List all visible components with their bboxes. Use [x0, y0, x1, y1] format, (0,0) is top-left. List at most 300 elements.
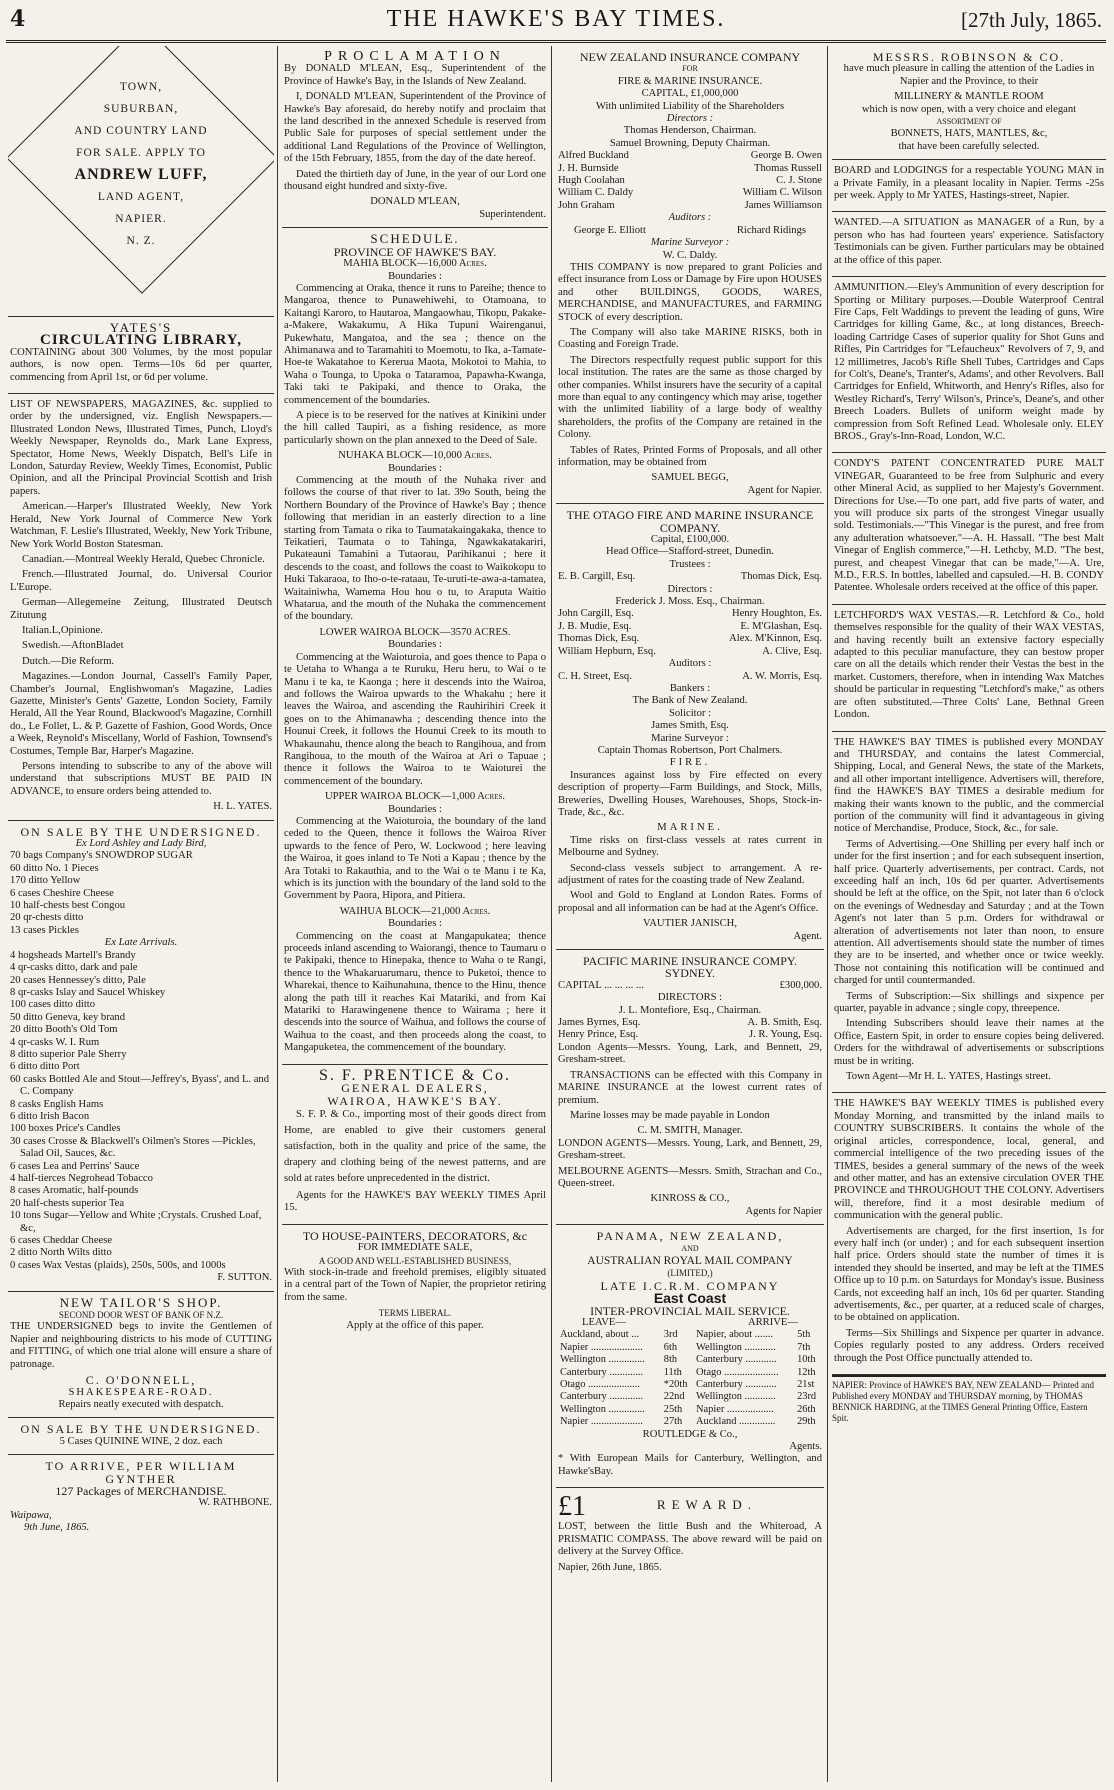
onsale-item: 8 qr-casks Islay and Saucel Whiskey: [10, 986, 166, 998]
timetable-cell: Canterbury .............: [560, 1391, 644, 1403]
newspapers-advert: [8, 394, 274, 821]
director-row: [558, 633, 822, 645]
housepainters-advert: [282, 1225, 548, 1338]
pacific-directors: [558, 1017, 822, 1042]
masthead: [6, 4, 1106, 43]
nzins-auditor: George E. Elliott: [574, 224, 646, 236]
nzins-auditors-heading: Auditors :: [668, 212, 712, 224]
timetable-cell: 11th: [663, 1366, 682, 1378]
director-name: Henry Houghton, Es.: [731, 608, 822, 620]
weekly-body: THE HAWKE'S BAY WEEKLY TIMES is published every Monday Morning, and transmitted by the inland mails to COUNTRY SUBSCRIBERS. It contains the whole of the original articles, correspondence, local, general, and commercial intelligence of the two preceding issues of the TIMES, besides a general summary of the news of the week and other matter, and has an extensive circulation OVER THE PROVINCE and THROUGHOUT THE COLONY. Advertisers will, therefore, find it a most desirable medium of communication with the general public.: [834, 1098, 1104, 1222]
block-boundaries-heading: Boundaries :: [388, 270, 442, 282]
nzins-title: NEW ZEALAND INSURANCE COMPANY: [579, 50, 801, 64]
director-name: Thomas Russell: [754, 162, 822, 174]
otago-marine-heading: MARINE.: [657, 822, 723, 834]
prentice-agents: Agents for the HAWKE'S BAY WEEKLY TIMES April 15.: [284, 1189, 546, 1214]
pacific-manager: C. M. SMITH, Manager.: [637, 1125, 743, 1137]
block-boundaries-heading: Boundaries :: [388, 639, 442, 651]
panama-advert: [556, 1225, 824, 1488]
onsale-item: 6 ditto Irish Bacon: [10, 1110, 90, 1122]
hbt-body: THE HAWKE'S BAY TIMES is published every MONDAY and THURSDAY, and contains the latest Commercial, Shipping, Local, and General News, the state of the Markets, and all other important intelligence. Advertisers will, therefore, find the HAWKE'S BAY TIMES a desirable medium for making their wants known to the public, and the commercial portion of the community will find it advantageous in giving notice of Merchandise, Produce, Stock, &c., for sale.: [834, 736, 1104, 835]
reward-date: Napier, 26th June, 1865.: [558, 1561, 662, 1573]
timetable-row: [558, 1329, 822, 1341]
newspaper-title: THE HAWKE'S BAY TIMES.: [386, 6, 726, 32]
luff-place: NAPIER.: [115, 213, 167, 225]
timetable-cell: Napier ....................: [560, 1416, 643, 1428]
newspapers-persons: Persons intending to subscribe to any of the above will understand that subscriptions MUST BE PAID IN ADVANCE, to ensure orders being attended to.: [10, 761, 272, 797]
block-boundaries-heading: Boundaries :: [388, 462, 442, 474]
column-2: [282, 46, 548, 1782]
director-name: Alfred Buckland: [558, 150, 629, 162]
pacific-melbourne-agents: MELBOURNE AGENTS—Messrs. Smith, Strachan and Co., Queen-street.: [558, 1165, 822, 1189]
newspapers-german: German—Allegemeine Zeitung, Illustrated Deutsch Zitutung: [10, 597, 272, 621]
robinson-title: MESSRS. ROBINSON & CO.: [872, 50, 1066, 64]
housepainters-terms: TERMS LIBERAL.: [378, 1308, 452, 1319]
director-row: [558, 187, 822, 199]
robinson-body2: which is now open, with a very choice and elegant: [861, 103, 1077, 115]
timetable-cell: Canterbury ............: [696, 1379, 777, 1391]
pacific-london: London Agents—Messrs. Young, Lark, and Bennett, 29, Gresham-street.: [558, 1041, 822, 1066]
issue-date: [27th July, 1865.: [961, 8, 1102, 32]
director-name: Thomas Dick, Esq.: [558, 633, 640, 645]
timetable-cell: Auckland, about ...: [560, 1329, 640, 1341]
timetable-cell: Napier ....................: [560, 1341, 643, 1353]
nzins-surveyor: W. C. Daldy.: [662, 249, 718, 261]
timetable-cell: Otago ....................: [560, 1379, 640, 1391]
pacific-signature: KINROSS & CO.,: [650, 1193, 730, 1205]
reward-advert: [556, 1488, 824, 1580]
director-name: Henry Prince, Esq.: [558, 1029, 639, 1041]
timetable-cell: Wellington ............: [696, 1341, 776, 1353]
newspapers-canadian: Canadian.—Montreal Weekly Herald, Quebec Chronicle.: [22, 553, 265, 565]
director-name: James Byrnes, Esq.: [558, 1017, 641, 1029]
robinson-advert: [832, 46, 1106, 160]
yates-body: CONTAINING about 300 Volumes, by the most popular authors, is now open. Terms—10s 6d per quarter, commencing from April 1st, or 6d per volume.: [10, 346, 272, 383]
hbt-notice: [832, 732, 1106, 1094]
onsale-item: 50 ditto Geneva, key brand: [10, 1011, 126, 1023]
timetable-cell: 5th: [797, 1329, 811, 1341]
onsale-item: 70 bags Company's SNOWDROP SUGAR: [10, 850, 193, 862]
director-row: [558, 608, 822, 620]
director-name: Hugh Coolahan: [558, 175, 625, 187]
timetable-cell: 25th: [663, 1403, 683, 1415]
onsale-items-2: [10, 950, 272, 1273]
timetable-cell: 12th: [797, 1366, 816, 1378]
column-1: [8, 46, 274, 1782]
newspapers-body: LIST OF NEWSPAPERS, MAGAZINES, &c. supplied to order by the undersigned, viz. English Newspapers.—Illustrated London News, Illustrated Times, Punch, Lloyd's Weekly Newspaper, Reynolds do., Mark Lane Express, Spectator, Home News, Weekly Dispatch, Bell's Life in London, Saturday Review, Weekly Times, Economist, Public Opinion, and all the Principal Provincial Scottish and Irish papers.: [10, 399, 272, 497]
onsale-item: 2 ditto North Wilts ditto: [10, 1247, 112, 1259]
onsale-item: 4 half-tierces Negrohead Tobacco: [10, 1173, 153, 1184]
otago-solicitor: James Smith, Esq.: [651, 720, 729, 732]
proclamation-signature: DONALD M'LEAN,: [370, 196, 460, 208]
proclamation-dated: Dated the thirtieth day of June, in the year of our Lord one thousand eight hundred and sixty-five.: [284, 168, 546, 193]
luff-line: AND COUNTRY LAND: [74, 125, 208, 137]
newspapers-american: American.—Harper's Illustrated Weekly, New York Herald, New York Journal of Commerce New York Watchman, F. Leslie's Illustrated, Weekly, New York Tribune, New York World Boston Statesman.: [10, 501, 272, 550]
director-name: Alex. M'Kinnon, Esq.: [729, 633, 822, 645]
onsale-item: 6 cases Cheshire Cheese: [10, 887, 114, 899]
nzins-deputy: Samuel Browning, Deputy Chairman.: [609, 137, 771, 149]
director-name: C. J. Stone: [776, 175, 822, 187]
otago-trustees-heading: Trustees :: [669, 558, 711, 570]
housepainters-sub2: A GOOD AND WELL-ESTABLISHED BUSINESS,: [318, 1255, 512, 1266]
newspapers-italian: Italian.L,Opinione.: [22, 624, 103, 636]
timetable-cell: 6th: [663, 1341, 678, 1353]
panama-leave-heading: LEAVE—: [582, 1317, 626, 1328]
nzins-chairman: Thomas Henderson, Chairman.: [623, 125, 757, 137]
onsale-item: 20 half-chests superior Tea: [10, 1197, 125, 1209]
nzins-signature: SAMUEL BEGG,: [651, 472, 729, 484]
timetable-row: [558, 1367, 822, 1379]
timetable-cell: Auckland ..............: [696, 1416, 776, 1428]
otago-auditor: A. W. Morris, Esq.: [742, 670, 822, 682]
housepainters-body: With stock-in-trade and freehold premises, eligibly situated in a central part of the Town of Napier, the proprietor retiring from the same.: [284, 1266, 546, 1303]
otago-marine3: Wool and Gold to England at London Rates. Forms of proposal and all information can be had at the Agent's Office.: [558, 890, 822, 914]
housepainters-apply: Apply at the office of this paper.: [346, 1319, 484, 1331]
director-row: [558, 200, 822, 212]
schedule-title: SCHEDULE.: [370, 231, 460, 247]
timetable-row: [558, 1354, 822, 1366]
director-row: [558, 1029, 822, 1041]
prentice-sub2: WAIROA, HAWKE'S BAY.: [327, 1093, 503, 1108]
pacific-chairman: J. L. Montefiore, Esq., Chairman.: [618, 1004, 762, 1016]
weekly-terms: Terms—Six Shillings and Sixpence per quarter in advance. Copies regularly posted to any address. Orders received through the Post Office punctually attended to.: [834, 1327, 1104, 1364]
director-row: [558, 1017, 822, 1029]
nzins-p2: The Company will also take MARINE RISKS, both in Coasting and Foreign Trade.: [558, 326, 822, 351]
director-name: J. R. Young, Esq.: [748, 1029, 822, 1041]
quinine-body: 5 Cases QUININE WINE, 2 doz. each: [59, 1435, 223, 1447]
luff-country: N. Z.: [126, 235, 156, 247]
director-name: William C. Daldy: [558, 187, 634, 199]
block-boundaries-heading: Boundaries :: [388, 803, 442, 815]
prentice-body: S. F. P. & Co., importing most of their goods direct from Home, are enabled to give their customers general satisfaction, both in the quality and price of the same, the drapery and clothing being of the newest patterns, and are sold at rates before unprecedented in the district.: [284, 1108, 546, 1184]
panama-and: AND: [681, 1243, 699, 1253]
onsale-item: 8 cases Aromatic, half-pounds: [10, 1185, 139, 1197]
onsale-item: 4 qr-casks W. I. Rum: [10, 1036, 100, 1048]
otago-directors: [558, 608, 822, 658]
panama-arrive-heading: ARRIVE—: [747, 1317, 798, 1328]
otago-chairman: Frederick J. Moss. Esq., Chairman.: [615, 596, 765, 608]
onsale-item: 0 cases Wax Vestas (plaids), 250s, 500s, and 1000s: [10, 1259, 226, 1271]
onsale-item: 20 qr-chests ditto: [10, 912, 84, 924]
timetable-cell: 21st: [797, 1379, 815, 1391]
hbt-intending: Intending Subscribers should leave their names at the Office, Eastern Spit, in order to ensure copies being delivered. Orders for the withdrawal of advertisements or subscriptions must be in writing.: [834, 1018, 1104, 1067]
panama-signature: ROUTLEDGE & Co.,: [642, 1428, 738, 1440]
luff-name: ANDREW LUFF,: [74, 166, 208, 183]
proclamation-role: Superintendent.: [479, 208, 546, 220]
timetable-cell: 27th: [663, 1416, 683, 1428]
director-name: A. B. Smith, Esq.: [747, 1017, 822, 1029]
onsale-item: 10 half-chests best Congou: [10, 900, 126, 912]
nzins-capital: CAPITAL, £1,000,000: [641, 88, 739, 100]
proclamation-advert: [282, 46, 548, 228]
director-name: John Cargill, Esq.: [558, 608, 634, 620]
quinine-advert: [8, 1418, 274, 1455]
otago-auditor: C. H. Street, Esq.: [558, 670, 632, 682]
director-name: James Williamson: [744, 199, 822, 211]
timetable-cell: 3rd: [663, 1329, 678, 1341]
director-name: E. M'Glashan, Esq.: [740, 620, 822, 632]
nzins-for: FOR: [682, 64, 698, 74]
column-rule: [277, 46, 278, 1782]
weekly-notice: [832, 1093, 1106, 1375]
otago-solicitor-heading: Solicitor :: [668, 707, 712, 719]
tailor-name: C. O'DONNELL,: [85, 1373, 197, 1388]
timetable-row: [558, 1391, 822, 1403]
letchford-body: LETCHFORD'S WAX VESTAS.—R. Letchford & Co., hold themselves responsible for the quality of their WAX VESTAS, and having recently built an extensive factory especially adapted to this peculiar manufacture, they can bestow proper care on all the details which render their Vestas the best in the market. Customers, therefore, when in intending Wax Matches should be particular in requesting "Letchford's make," as others are often substituted.—Three Colts' Lane, Bethnal Green London.: [834, 609, 1104, 721]
director-name: William C. Wilson: [742, 187, 822, 199]
onsale-advert: [8, 821, 274, 1292]
director-row: [558, 621, 822, 633]
tailor-repairs: Repairs neatly executed with despatch.: [58, 1398, 224, 1410]
robinson-assort: ASSORTMENT OF: [936, 117, 1002, 127]
letchford-advert: [832, 605, 1106, 732]
timetable-cell: 22nd: [663, 1391, 685, 1403]
onsale-item: 8 ditto superior Pale Sherry: [10, 1048, 127, 1060]
onsale-item: 4 qr-casks ditto, dark and pale: [10, 962, 138, 974]
newspapers-dutch: Dutch.—Die Reform.: [22, 655, 115, 667]
nzins-role: Agent for Napier.: [747, 484, 822, 496]
block-text: Commencing at Oraka, thence it runs to Pareihe; thence to Mangaroa, thence to Punawehiwehi, to Otamoana, to Kaitangi Karoro, to Hautaroa, Mangaowhau, Tikopu, Pakake-a-Makere, Wakakumu, A Hika Tupuni Wairenganui, Pukewhatu, Mangatoa, and the sea ; thence on the Ahimanawa and to Taramahiti to Moemotu, to Ika, a-Tamate-Hoe-te Wakatahoe to Kererua Maota, Mokotoi to Mahia, to Waha o Tounga, to Upoka o Tataramoa, Papawha-Kwanga, Taki taki te Pakipaki, and thence to Oraka, the commencement of the boundaries.: [284, 282, 546, 406]
robinson-tail: that have been carefully selected.: [898, 140, 1040, 152]
onsale-item: 20 ditto Booth's Old Tom: [10, 1024, 118, 1036]
robinson-items: BONNETS, HATS, MANTLES, &c,: [890, 128, 1048, 140]
onsale-items-1: [10, 850, 272, 937]
hbt-agent: Town Agent—Mr H. L. YATES, Hastings street.: [846, 1071, 1051, 1083]
onsale-item: 170 ditto Yellow: [10, 875, 81, 887]
timetable-cell: Napier ..................: [696, 1403, 774, 1415]
robinson-body: have much pleasure in calling the attention of the Ladies in Napier and the Province, to their: [843, 63, 1095, 87]
otago-surveyor-heading: Marine Surveyor :: [651, 732, 729, 744]
director-row: [558, 163, 822, 175]
timetable-cell: 8th: [663, 1354, 678, 1366]
timetable-cell: 7th: [797, 1341, 811, 1353]
housepainters-title: TO HOUSE-PAINTERS, DECORATORS, &c: [302, 1228, 528, 1243]
quinine-title: ON SALE BY THE UNDERSIGNED.: [20, 1422, 262, 1437]
timetable-row: [558, 1416, 822, 1428]
tailor-title: NEW TAILOR'S SHOP.: [59, 1294, 223, 1310]
timetable-cell: Canterbury ............: [696, 1354, 777, 1366]
nzins-sub: FIRE & MARINE INSURANCE.: [617, 75, 763, 87]
newspapers-swedish: Swedish.—AftonBladet: [22, 640, 124, 652]
otago-signature: VAUTIER JANISCH,: [643, 918, 737, 930]
schedule-blocks: [284, 258, 546, 1055]
gynther-date: 9th June, 1865.: [24, 1522, 90, 1534]
proclamation-title: PROCLAMATION: [324, 49, 506, 64]
newspapers-signature: H. L. YATES.: [213, 801, 272, 813]
block-name: NUHAKA BLOCK—10,000 Acres.: [338, 450, 492, 462]
reward-body: LOST, between the little Bush and the Whiteroad, A PRISMATIC COMPASS. The above reward will be paid on delivery at the Survey Office.: [558, 1521, 822, 1558]
otago-surveyor: Captain Thomas Robertson, Port Chalmers.: [597, 744, 783, 756]
nzins-auditor: Richard Ridings: [736, 224, 806, 236]
otago-fire: Insurances against loss by Fire effected on every description of property—Farm Buildings, and Stock, Mills, Breweries, Dwelling Houses, Warehouses, Shops, Stock-in-Trade, &c., &c.: [558, 769, 822, 818]
panama-east-coast: East Coast: [653, 1290, 727, 1307]
nzins-surveyor-heading: Marine Surveyor :: [650, 237, 730, 249]
director-row: [558, 646, 822, 658]
director-name: George B. Owen: [750, 150, 822, 162]
timetable-cell: 23rd: [797, 1391, 817, 1403]
pacific-losses: Marine losses may be made payable in London: [570, 1109, 770, 1121]
wanted-body: WANTED.—A SITUATION as MANAGER of a Run, by a person who has had fourteen years' experience. Satisfactory Testimonials can be given. Further particulars may be obtained at the office of this paper.: [834, 217, 1104, 266]
timetable-cell: 29th: [797, 1416, 816, 1428]
pacific-transactions: TRANSACTIONS can be effected with this Company in MARINE INSURANCE at the lowest current rates of premium.: [558, 1069, 822, 1106]
panama-late: LATE I.C.R.M. COMPANY: [600, 1278, 780, 1293]
board-advert: [832, 160, 1106, 212]
panama-title: PANAMA, NEW ZEALAND,: [596, 1229, 784, 1244]
onsale-item: 100 cases ditto ditto: [10, 999, 96, 1011]
wanted-advert: [832, 212, 1106, 277]
nzins-p3: The Directors respectfully request public support for this local institution. The rates are the same as those charged by other companies. Whilst insurers have the security of a capital more than equal to any contingency which may arise, together with the unlimited liability of a large body of wealthy shareholders, the profits of the Company are retained in the Colony.: [558, 354, 822, 441]
otago-directors-heading: Directors :: [667, 583, 713, 595]
onsale-item: 10 tons Sugar—Yellow and White ;Crystals. Crushed Loaf, &c,: [10, 1210, 262, 1234]
block-name: LOWER WAIROA BLOCK—3570 ACRES.: [319, 626, 511, 638]
weekly-ads: Advertisements are charged, for the first insertion, 1s for every half inch (or under) ; and for each subsequent insertion half price. Orders should state the number of times it is intended they should be inserted, and may be left at the TIMES Office up to 10 p.m. on Saturdays for Monday's issue. Business Cards, not exceeding half an inch, 10s 6d per quarter. Standing advertisements, &c., per quarter, at a reduced scale of charges, to be obtained on application.: [834, 1225, 1104, 1324]
prentice-title: S. F. PRENTICE & Co.: [318, 1066, 512, 1084]
onsale-item: 30 cases Crosse & Blackwell's Oilmen's Stores —Pickles, Salad Oil, Sauces, &c.: [10, 1135, 256, 1160]
onsale-item: 8 casks English Hams: [10, 1098, 104, 1110]
schedule: [282, 228, 548, 1064]
yates-subtitle: CIRCULATING LIBRARY,: [39, 332, 242, 349]
proclamation-intro: By DONALD M'LEAN, Esq., Superintendent of the Province of Hawke's Bay, in the Islands of New Zealand.: [284, 63, 546, 87]
block-text: Commencing at the Waioturoia, and goes thence to Papa o te Uetaha to Whanga a te Ruruku, Heru heru, to Wai o te Manu i te ka, te Kaonga ; here it descends into the Wairoa, and follows the Wairoa upwards to the Whakahu ; here it leaves the Wairoa, and ascending the Rauhirihiri Creek it goes on to the Ahimanawha ; descending thence into the Hounui Creek, it follows the Hounui Creek to its mouth to Whakaunahu, thence along the beach to Rangihoua, and from Rangihoua, to the mouth of the Wairoa at Ari o Tapuae ; thence it follows the Wairoa to te Waioturei the commencement of the boundary.: [284, 651, 546, 787]
schedule-province: PROVINCE OF HAWKE'S BAY.: [333, 244, 497, 259]
nzins-p1: THIS COMPANY is now prepared to grant Policies and effect insurance from Loss or Damage by Fire upon HOUSES and other BUILDINGS, GOODS, WARES, MERCHANDISE, and MANUFACTURES, and FARMING STOCK of every description.: [558, 261, 822, 323]
timetable-cell: Napier, about .......: [696, 1329, 773, 1341]
panama-role: Agents.: [789, 1441, 822, 1453]
prentice-advert: [282, 1065, 548, 1225]
block-boundaries-heading: Boundaries :: [388, 918, 442, 930]
timetable-cell: 10th: [797, 1354, 816, 1366]
luff-line: FOR SALE. APPLY TO: [76, 147, 206, 159]
block-text: Commencing at the Waioturoia, the boundary of the land ceded to the Queen, thence it follows the Wairoa River upwards to the fence of Pero, W. Lockwood ; here leaving the Wairoa, it goes inland to Te Noti a Kapau ; thence by the Ara Totaki to Rakauthia, and to the Wai o te Manu i te Ka, which is its junction with the boundary of the land sold to the Government by Paora, Hipora, and Pitiera.: [284, 815, 546, 902]
housepainters-sub: FOR IMMEDIATE SALE,: [357, 1242, 473, 1254]
otago-office: Head Office—Stafford-street, Dunedin.: [606, 546, 774, 558]
tailor-body: THE UNDERSIGNED begs to invite the Gentlemen of Napier and neighbouring districts to his mode of CUTTING and FITTING, of which one trial alone will ensure a share of patronage.: [10, 1321, 272, 1370]
proclamation-body: I, DONALD M'LEAN, Superintendent of the Province of Hawke's Bay aforesaid, do hereby notify and proclaim that the land described in the annexed Schedule is reserved from Public Sale for purposes of special settlement under the additional Land Regulations of the Province of Wellington, of the 15th February, 1855, from the day of the date hereof.: [284, 91, 546, 165]
director-name: William Hepburn, Esq.: [558, 645, 656, 657]
timetable-cell: Otago .....................: [696, 1366, 779, 1378]
column-4: [832, 46, 1106, 1782]
panama-service: INTER-PROVINCIAL MAIL SERVICE.: [590, 1303, 790, 1318]
nzins-directors: [558, 150, 822, 212]
otago-trustee: E. B. Cargill, Esq.: [558, 571, 636, 583]
onsale-item: 4 hogsheads Martell's Brandy: [10, 949, 136, 961]
tailor-sub: SECOND DOOR WEST OF BANK OF N.Z.: [58, 1310, 224, 1321]
column-3: [556, 46, 824, 1782]
luff-line: TOWN,: [119, 81, 163, 93]
timetable-row: [558, 1342, 822, 1354]
luff-line: SUBURBAN,: [103, 103, 179, 115]
gynther-title: TO ARRIVE, PER WILLIAM GYNTHER: [45, 1459, 237, 1486]
column-rule: [827, 46, 828, 1782]
gynther-advert: [8, 1455, 274, 1540]
prentice-sub1: GENERAL DEALERS,: [341, 1081, 489, 1096]
gynther-place: Waipawa,: [10, 1509, 52, 1521]
otago-marine2: Second-class vessels subject to arrangement. A re-adjustment of rates for the coasting trade of New Zealand.: [558, 862, 822, 886]
otago-bankers: The Bank of New Zealand.: [632, 695, 748, 707]
condy-body: CONDY'S PATENT CONCENTRATED PURE MALT VINEGAR, Guaranteed to be free from Sulphuric and every other Mineral Acid, as supplied to her Majesty's Government. Directions for Use.—To one part, add five parts of water, and you will produce six parts of the strongest Vinegar usually sold. Testimonials.—"This Vinegar is the purest, and free from any adulteration whatsoever."—A. H. Hassall. "The best Malt Vinegar of English commerce,"—H. Lethcby, M.D. "The best, purest, and cheapest Vinegar that can be made,"—A. Ure, M.D., F.R.S. In bottles, labelled and capsuled.—H. B. CONDY Patentee. Wholesale orders received at the office of this paper.: [834, 458, 1104, 594]
block-name: UPPER WAIROA BLOCK—1,000 Acres.: [324, 791, 506, 803]
nzins-p4: Tables of Rates, Printed Forms of Proposals, and all other information, may be obtained from: [558, 444, 822, 468]
panama-limited: (LIMITED,): [667, 1268, 713, 1279]
hbt-subscription: Terms of Subscription:—Six shillings and sixpence per quarter, payable in advance ; single copy, threepence.: [834, 990, 1104, 1015]
ammunition-body: AMMUNITION.—Eley's Ammunition of every description for Sporting or Military purposes.—Double Waterproof Central Fire Caps, Felt Waddings to prevent the leading of guns, Wire Cartridges for killing Game, &c., at long distances, Breech-loading Cartridge Cases of superior quality for Shot Guns and Rifles, Pin Cartridges for "Lefaucheux" Revolvers of 7, 9, and 12 millimetres, Jacob's Rifle Shell Tubes, Cartridges and Caps for Colt's, Deane's, Tranter's, Adams', and other Revolvers. Ball Cartridges for Enfield, Whitworth, and Henry's Rifles, also for Westley Richard's, Terry' Wilson's, Prince's, Deane's, and other Breech Loaders. Bullets of uniform weight made by compression from Soft Refined Lead. Wholesale only. ELEY BROS., Gray's-Inn-Road, London, W.C.: [834, 282, 1104, 442]
nzins-liability: With unlimited Liability of the Shareholders: [595, 100, 785, 112]
column-rule: [551, 46, 552, 1782]
block-name: WAIHUA BLOCK—21,000 Acres.: [339, 905, 491, 917]
onsale-item: 6 ditto ditto Port: [10, 1061, 80, 1073]
otago-trustee: Thomas Dick, Esq.: [740, 571, 822, 583]
yates-title: YATES'S: [109, 320, 173, 335]
director-name: A. Clive, Esq.: [762, 645, 822, 657]
director-row: [558, 150, 822, 162]
block-extra: A piece is to be reserved for the natives at Kinikini under the hill called Taupiri, as a fishing residence, as more particularly shown on the plan annexed to the Deed of Sale.: [284, 409, 546, 446]
luff-role: LAND AGENT,: [97, 191, 185, 203]
onsale-ex2: Ex Late Arrivals.: [104, 937, 178, 949]
timetable-cell: Canterbury .............: [560, 1366, 644, 1378]
timetable-cell: Wellington ............: [696, 1391, 776, 1403]
timetable-row: [558, 1379, 822, 1391]
otago-fire-heading: FIRE.: [669, 757, 711, 769]
onsale-item: 100 boxes Price's Candles: [10, 1123, 121, 1135]
yates-library-advert: [8, 317, 274, 394]
ammunition-advert: [832, 277, 1106, 453]
reward-amount: £1: [558, 1493, 586, 1522]
onsale-item: 6 cases Cheddar Cheese: [10, 1235, 113, 1247]
otago-capital: Capital, £100,000.: [650, 534, 730, 546]
tailor-address: SHAKESPEARE-ROAD.: [68, 1386, 214, 1398]
pacific-london-agents: LONDON AGENTS—Messrs. Young, Lark, and Bennett, 29, Gresham-street.: [558, 1137, 822, 1162]
panama-title2: AUSTRALIAN ROYAL MAIL COMPANY: [587, 1254, 793, 1267]
panama-note: * With European Mails for Canterbury, Wellington, and Hawke'sBay.: [558, 1453, 822, 1477]
newspapers-magazines: Magazines.—London Journal, Cassell's Family Paper, Chamber's Journal, Englishwoman's Magazine, Ladies Gazette, Minister's Gents' Gazette, London Society, Family Herald, All the Year Round, Blackwood's Magazine, Cornhill do., Le Follet, L. & P. Gazette of Fashion, Good Words, Once a Week, Reynold's Miscellany, World of Fashion, Townsend's Costumes, Temple Bar, Harper's Magazine.: [10, 671, 272, 757]
panama-timetable: [558, 1329, 822, 1428]
pacific-capital-value: £300,000.: [779, 979, 822, 991]
onsale-item: 60 ditto No. 1 Pieces: [10, 862, 99, 874]
otago-bankers-heading: Bankers :: [669, 682, 711, 694]
block-name: MAHIA BLOCK—16,000 Acres.: [343, 258, 487, 270]
director-name: J. B. Mudie, Esq.: [558, 620, 632, 632]
onsale-ex1: Ex Lord Ashley and Lady Bird,: [75, 838, 207, 850]
board-body: BOARD and LODGINGS for a respectable YOUNG MAN in a Private Family, in a pleasant locality in Napier. Terms -25s per week. Apply to Mr YATES, Hastings-street, Napier.: [834, 165, 1104, 202]
otago-role: Agent.: [793, 930, 822, 942]
timetable-cell: Wellington ..............: [560, 1354, 645, 1366]
hbt-terms: Terms of Advertising.—One Shilling per every half inch or under for the first insertion ; and for each subsequent insertion, half price. Quarterly advertisements, per contract. Cards, not exceeding half an inch, 10s 6d per quarter. Advertisements should be left at the office, on the Spit, not later than 6 o'clock on the evenings of Wednesday and Saturday ; and at the Town Agent's not later than 5 p.m. Orders for withdrawal or alteration of advertisements not later than noon, to ensure attention. All advertisements should state the number of times they are to be inserted, and whether once or twice weekly. Those not containing this notification will be continued and charged for until countermanded.: [834, 838, 1104, 987]
otago-advert: [556, 504, 824, 950]
block-text: Commencing on the coast at Mangapukatea; thence proceeds inland ascending to Waiorangi, thence to Taumaru o te Pakipaki, thence to Hinepaka, thence to Waha o te Rangi, thence to the Whakaruarumaru, thence to Puketoi, thence to Wharekai, thence to Kaihunahuna, thence to the Hinu, thence along the path till it reaches Kai Matariki, and from Kai Matariki to Harawingenene thence to Wairama ; here it descends into the source of Waihua, and follows the course of Waihua to the coast, and then proceeds along the coast, to Mangapuketea, the commencement of the boundary.: [284, 930, 546, 1054]
director-name: John Graham: [558, 199, 615, 211]
timetable-cell: Wellington ..............: [560, 1403, 645, 1415]
onsale-item: 60 casks Bottled Ale and Stout—Jeffrey's, Byass', and L. and C. Company: [10, 1073, 270, 1098]
onsale-signature: F. SUTTON.: [217, 1272, 272, 1284]
timetable-cell: 26th: [797, 1403, 816, 1415]
printer-imprint: NAPIER: Province of HAWKE'S BAY, NEW ZEALAND— Printed and Published every MONDAY and THURSDAY morning, by THOMAS BENNICK HARDING, at the TIMES General Printing Office, Eastern Spit.: [832, 1375, 1106, 1424]
onsale-title: ON SALE BY THE UNDERSIGNED.: [20, 824, 262, 839]
gynther-body: 127 Packages of MERCHANDISE.: [55, 1483, 227, 1498]
reward-title: REWARD.: [656, 1497, 758, 1513]
tailor-advert: [8, 1292, 274, 1419]
condy-advert: [832, 453, 1106, 604]
otago-marine1: Time risks on first-class vessels at rates current in Melbourne and Sydney.: [558, 834, 822, 859]
robinson-sub: MILLINERY & MANTLE ROOM: [894, 91, 1044, 103]
otago-title: THE OTAGO FIRE AND MARINE INSURANCE COMPANY.: [566, 508, 814, 535]
block-text: Commencing at the mouth of the Nuhaka river and follows the course of that river to lat. 39o South, being the Northern Boundary of the Province of Hawke's Bay ; thence following that meridian in an easterly direction to a line starting from Tamata o rika to Taumatakaingakaka, thence to Teikatieri, Taumata o to Tahinga, Ngawkakatakariri, Pukateauni Tamahini a Tutaorau, Parihikanui ; here it descends to the coast, and follows the coast to Waikokopu to Huki Takaraoa, to Iho-o-te-rataau, Te-uruti-te-awa-a-tamatea, Waitainiwha, Wamema Hou hou o tu, to Araputa Waitio Whatarua, and the mouth of the Nuhaka the commencement of the boundary.: [284, 475, 546, 623]
luff-advert: [8, 46, 274, 317]
onsale-item: 6 cases Lea and Perrins' Sauce: [10, 1160, 140, 1172]
pacific-directors-heading: DIRECTORS :: [657, 992, 723, 1004]
pacific-title: PACIFIC MARINE INSURANCE COMPY. SYDNEY.: [582, 954, 798, 981]
pacific-advert: [556, 950, 824, 1225]
gynther-signature: W. RATHBONE.: [198, 1497, 272, 1509]
